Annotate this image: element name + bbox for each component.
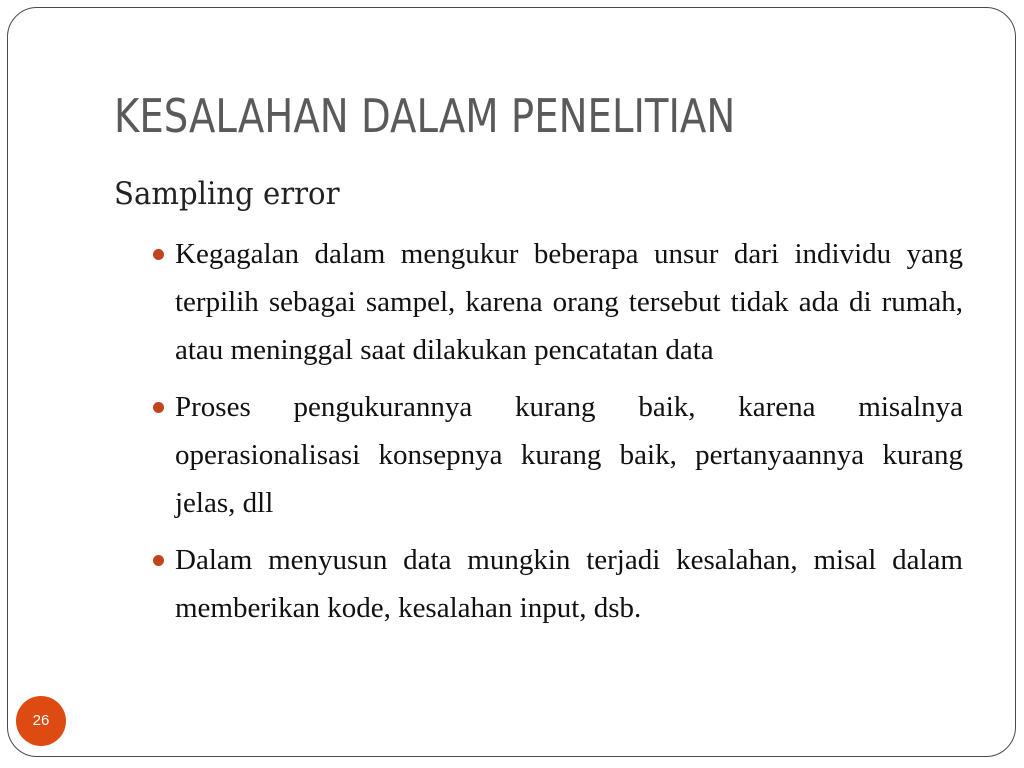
bullet-dot-icon	[153, 555, 164, 566]
bullet-text: Dalam menyusun data mungkin terjadi kesalahan, misal dalam memberikan kode, kesalahan input, dsb.	[175, 544, 963, 624]
bullet-item	[148, 536, 963, 632]
slide-subheading: Sampling error	[114, 176, 340, 212]
bullet-dot-icon	[153, 402, 164, 413]
bullet-text: Kegagalan dalam mengukur beberapa unsur dari individu yang terpilih sebagai sampel, karena orang tersebut tidak ada di rumah, atau meninggal saat dilakukan pencatatan data	[175, 238, 963, 366]
bullet-item	[148, 230, 963, 374]
bullet-item	[148, 383, 963, 527]
bullet-list	[148, 230, 963, 641]
page-number-badge: 26	[16, 696, 66, 746]
bullet-text: Proses pengukurannya kurang baik, karena misalnya operasionalisasi konsepnya kurang baik, pertanyaannya kurang jelas, dll	[175, 391, 963, 519]
slide-title: KESALAHAN DALAM PENELITIAN	[114, 89, 736, 143]
bullet-dot-icon	[153, 249, 164, 260]
